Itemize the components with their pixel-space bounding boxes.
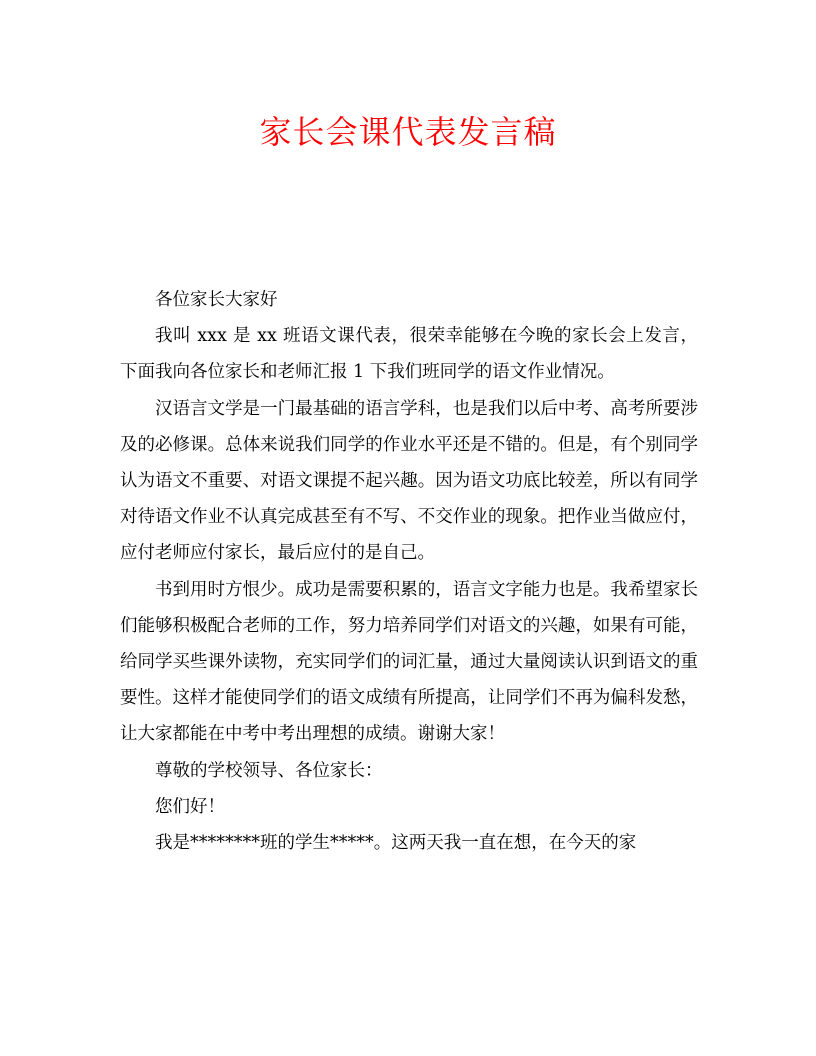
body-paragraph: 我叫 xxx 是 xx 班语文课代表，很荣幸能够在今晚的家长会上发言，下面我向各位家长和老师汇报 1 下我们班同学的语文作业情况。 [120, 326, 698, 383]
body-paragraph: 汉语言文学是一门最基础的语言学科，也是我们以后中考、高考所要涉及的必修课。总体来说我们同学的作业水平还是不错的。但是，有个别同学认为语文不重要、对语文课提不起兴趣。因为语文功底比较差，所以有同学对待语文作业不认真完成甚至有不写、不交作业的现象。把作业当做应付，应付老师应付家长，最后应付的是自己。 [120, 398, 698, 564]
document-body [120, 282, 698, 861]
greeting-paragraph: 您们好！ [155, 796, 225, 817]
salutation-paragraph: 尊敬的学校领导、各位家长： [155, 760, 383, 781]
greeting-paragraph: 各位家长大家好 [155, 290, 278, 310]
document-title: 家长会课代表发言稿 [259, 113, 557, 151]
body-paragraph: 我是********班的学生*****。这两天我一直在想，在今天的家 [155, 833, 637, 854]
body-paragraph: 书到用时方恨少。成功是需要积累的，语言文字能力也是。我希望家长们能够积极配合老师的工作，努力培养同学们对语文的兴趣，如果有可能，给同学买些课外读物，充实同学们的词汇量，通过大量阅读认识到语文的重要性。这样才能使同学们的语文成绩有所提高，让同学们不再为偏科发愁，让大家都能在中考中考出理想的成绩。谢谢大家！ [120, 579, 698, 745]
